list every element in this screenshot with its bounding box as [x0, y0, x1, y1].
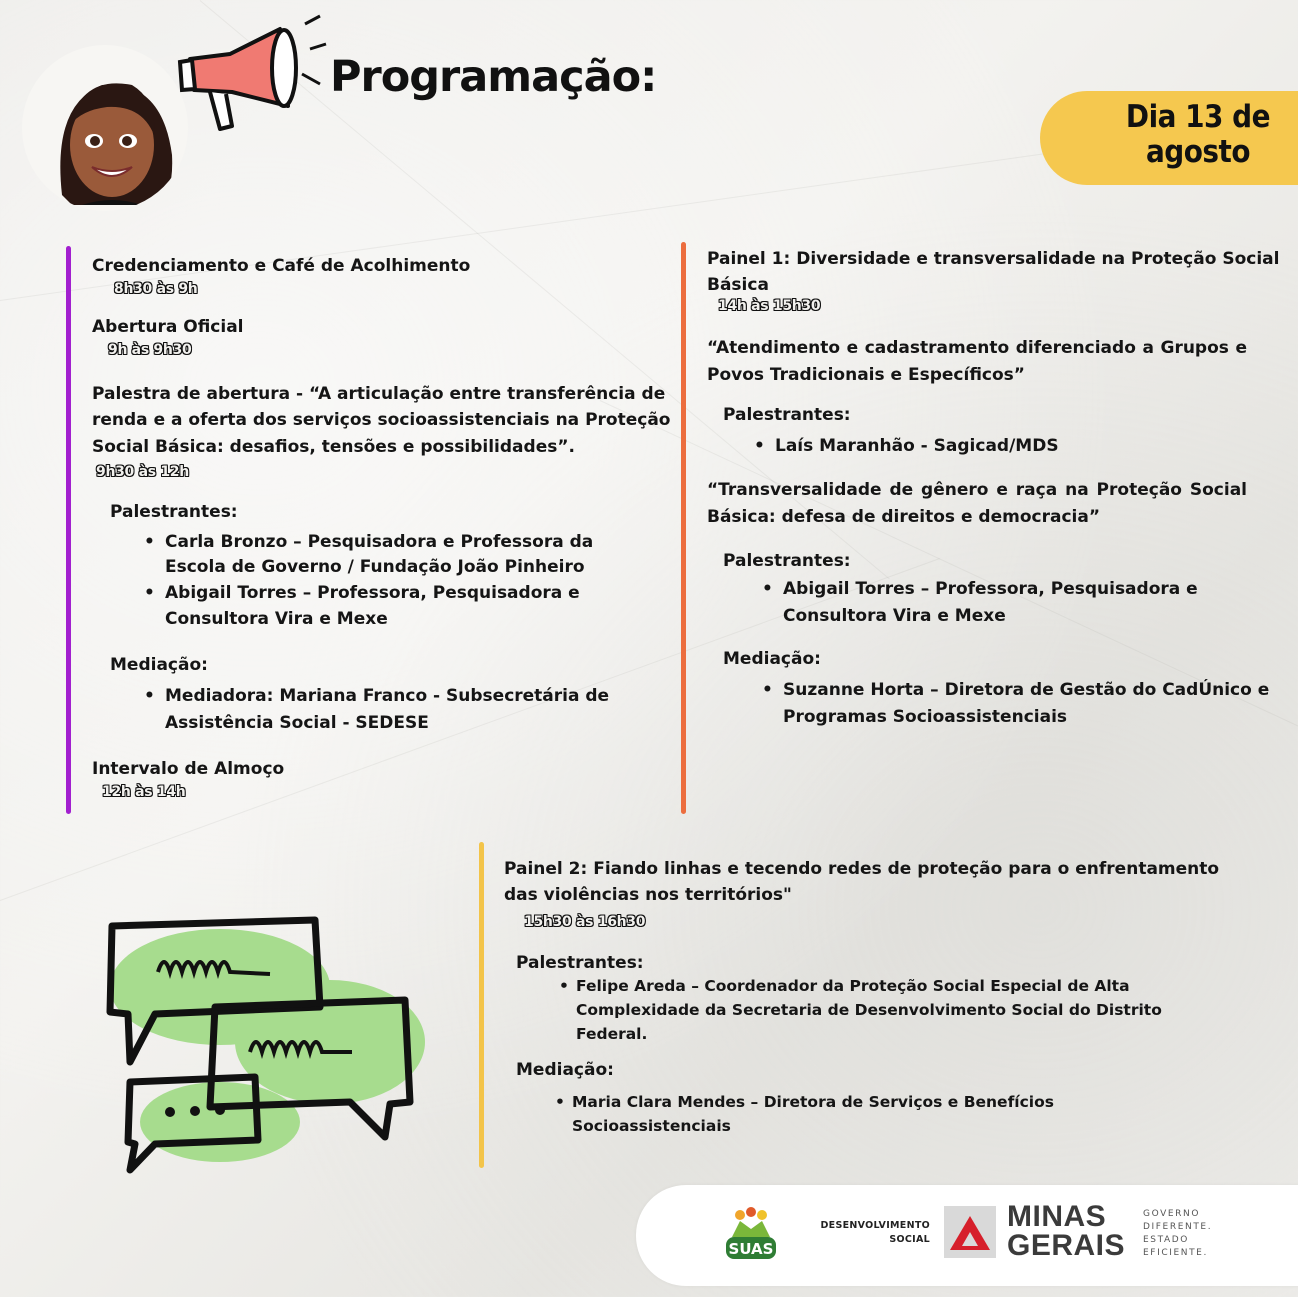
panel-title-line: das violências nos territórios" [504, 885, 792, 905]
mediation-label: Mediação: [110, 655, 208, 675]
speakers-label: Palestrantes: [110, 502, 238, 522]
talk-title-line: Povos Tradicionais e Específicos” [707, 365, 1025, 385]
speaker-line: Abigail Torres – Professora, Pesquisadora e [783, 579, 1198, 599]
schedule-time: 12h às 14h [102, 784, 186, 800]
bullet: • [144, 532, 155, 552]
divider-yellow [479, 842, 484, 1168]
schedule-time: 9h30 às 12h [96, 464, 189, 480]
mediator-line: Assistência Social - SEDESE [165, 713, 429, 733]
bullet: • [754, 436, 765, 456]
mediator-line: Suzanne Horta – Diretora de Gestão do CadÚnico e [783, 680, 1270, 700]
mediation-label: Mediação: [723, 649, 821, 669]
lecture-title-line: Social Básica: desafios, tensões e possibilidades”. [92, 437, 575, 457]
speaker-line: Complexidade da Secretaria de Desenvolvimento Social do Distrito [576, 1001, 1162, 1019]
speaker-line: Laís Maranhão - Sagicad/MDS [775, 436, 1059, 456]
lecture-title-line: renda e a oferta dos serviços socioassistenciais na Proteção [92, 410, 671, 430]
tagline-line: ESTADO [1143, 1235, 1189, 1245]
bullet: • [555, 1093, 565, 1111]
suas-label: SUAS [728, 1240, 774, 1258]
schedule-time: 8h30 às 9h [114, 281, 198, 297]
speakers-label: Palestrantes: [723, 551, 851, 571]
divider-orange [681, 242, 686, 814]
speaker-line: Carla Bronzo – Pesquisadora e Professora da [165, 532, 594, 552]
dev-social-label [810, 1219, 930, 1247]
dev-social-line: DESENVOLVIMENTO [820, 1220, 930, 1231]
speaker-line: Abigail Torres – Professora, Pesquisadora e [165, 583, 580, 603]
schedule-item-title: Intervalo de Almoço [92, 759, 285, 779]
suas-logo [722, 1203, 780, 1263]
page-title: Programação: [330, 52, 657, 102]
schedule-item-title: Credenciamento e Café de Acolhimento [92, 256, 471, 276]
mediator-line: Socioassistenciais [572, 1117, 731, 1135]
bullet: • [144, 583, 155, 603]
speaker-line: Consultora Vira e Mexe [783, 606, 1006, 626]
speaker-line: Felipe Areda – Coordenador da Proteção Social Especial de Alta [576, 977, 1130, 995]
avatar [22, 45, 188, 211]
bullet: • [144, 686, 155, 706]
speakers-label: Palestrantes: [516, 953, 644, 973]
minas-gerais-mark [944, 1206, 996, 1258]
schedule-time: 14h às 15h30 [718, 298, 821, 314]
tagline-line: EFICIENTE. [1143, 1248, 1208, 1258]
schedule-time: 9h às 9h30 [108, 342, 192, 358]
talk-title-line: Básica: defesa de direitos e democracia” [707, 507, 1100, 527]
mediator-line: Programas Socioassistenciais [783, 707, 1068, 727]
megaphone-icon [170, 14, 330, 134]
mediator-line: Maria Clara Mendes – Diretora de Serviços e Benefícios [572, 1093, 1054, 1111]
speaker-line: Federal. [576, 1025, 648, 1043]
speaker-line: Consultora Vira e Mexe [165, 609, 388, 629]
government-tagline [1143, 1208, 1212, 1260]
speakers-label: Palestrantes: [723, 405, 851, 425]
bullet: • [762, 680, 773, 700]
panel-title-line: Painel 2: Fiando linhas e tecendo redes de proteção para o enfrentamento [504, 859, 1220, 879]
speaker-line: Escola de Governo / Fundação João Pinheiro [165, 557, 585, 577]
panel-title-line: Painel 1: Diversidade e transversalidade na Proteção Social [707, 249, 1280, 269]
mediation-label: Mediação: [516, 1060, 614, 1080]
bullet: • [559, 977, 569, 995]
schedule-time: 15h30 às 16h30 [524, 914, 646, 930]
schedule-item-title: Abertura Oficial [92, 317, 244, 337]
divider-purple [66, 246, 71, 814]
mediator-line: Mediadora: Mariana Franco - Subsecretária de [165, 686, 610, 706]
minas-gerais-wordmark [1007, 1202, 1125, 1260]
date-label: Dia 13 de agosto [1125, 99, 1271, 170]
panel-title-line: Básica [707, 275, 769, 295]
dev-social-line: SOCIAL [889, 1234, 930, 1245]
talk-title-line: “Transversalidade de gênero e raça na Proteção Social [707, 480, 1247, 500]
talk-title-line: “Atendimento e cadastramento diferenciado a Grupos e [707, 338, 1247, 358]
minas-line: MINAS [1007, 1200, 1107, 1233]
bullet: • [762, 579, 773, 599]
tagline-line: DIFERENTE. [1143, 1222, 1213, 1232]
chat-bubbles-icon [100, 912, 430, 1174]
lecture-title-line: Palestra de abertura - “A articulação entre transferência de [92, 384, 666, 404]
tagline-line: GOVERNO [1143, 1209, 1201, 1219]
gerais-line: GERAIS [1007, 1229, 1126, 1262]
